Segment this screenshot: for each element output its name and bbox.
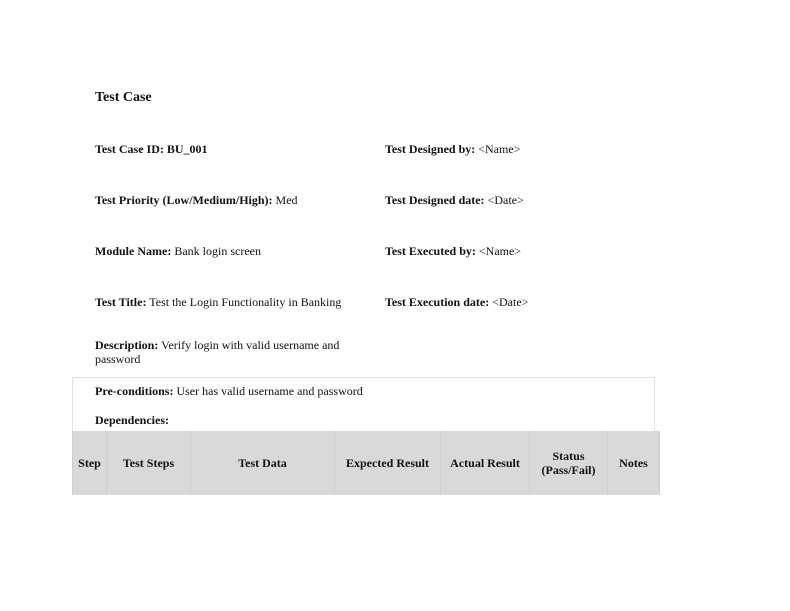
- field-label: Test Case ID:: [95, 142, 164, 156]
- field-label: Description:: [95, 338, 159, 352]
- dependencies-field: [95, 413, 169, 428]
- field-value: BU_001: [166, 142, 208, 156]
- field-value: Test the Login Functionality in Banking: [149, 295, 342, 309]
- field-label: Test Executed by:: [385, 244, 476, 258]
- field-label: Test Designed by:: [385, 142, 476, 156]
- field-label: Pre-conditions:: [95, 384, 174, 398]
- preconditions-field: [95, 384, 363, 399]
- test-case-id-field: [95, 142, 208, 157]
- field-value: <Date>: [492, 295, 529, 309]
- field-label: Dependencies:: [95, 413, 169, 427]
- field-value: Verify login with valid username and password: [95, 338, 340, 366]
- column-header-status: Status (Pass/Fail): [530, 431, 608, 495]
- column-header-test-data: Test Data: [191, 431, 335, 495]
- test-designed-by-field: [385, 142, 520, 157]
- field-value: <Date>: [487, 193, 524, 207]
- field-label: Test Execution date:: [385, 295, 490, 309]
- column-header-notes: Notes: [608, 431, 660, 495]
- test-title-field: [95, 295, 341, 310]
- field-label: Test Designed date:: [385, 193, 485, 207]
- test-designed-date-field: [385, 193, 524, 208]
- column-header-expected-result: Expected Result: [335, 431, 441, 495]
- test-priority-field: [95, 193, 298, 208]
- table-header-row: [73, 431, 660, 495]
- field-value: Bank login screen: [174, 244, 261, 258]
- description-field: [95, 338, 365, 366]
- field-value: User has valid username and password: [176, 384, 363, 398]
- column-header-test-steps: Test Steps: [107, 431, 191, 495]
- column-header-step: Step: [73, 431, 107, 495]
- field-label: Test Title:: [95, 295, 147, 309]
- column-header-actual-result: Actual Result: [441, 431, 530, 495]
- test-executed-by-field: [385, 244, 521, 259]
- field-value: Med: [275, 193, 298, 207]
- field-label: Module Name:: [95, 244, 172, 258]
- document-title: Test Case: [95, 90, 152, 105]
- preconditions-box: [72, 377, 655, 431]
- field-value: <Name>: [478, 244, 522, 258]
- test-steps-table: [72, 431, 660, 495]
- field-value: <Name>: [478, 142, 521, 156]
- module-name-field: [95, 244, 261, 259]
- field-label: Test Priority (Low/Medium/High):: [95, 193, 273, 207]
- test-execution-date-field: [385, 295, 528, 310]
